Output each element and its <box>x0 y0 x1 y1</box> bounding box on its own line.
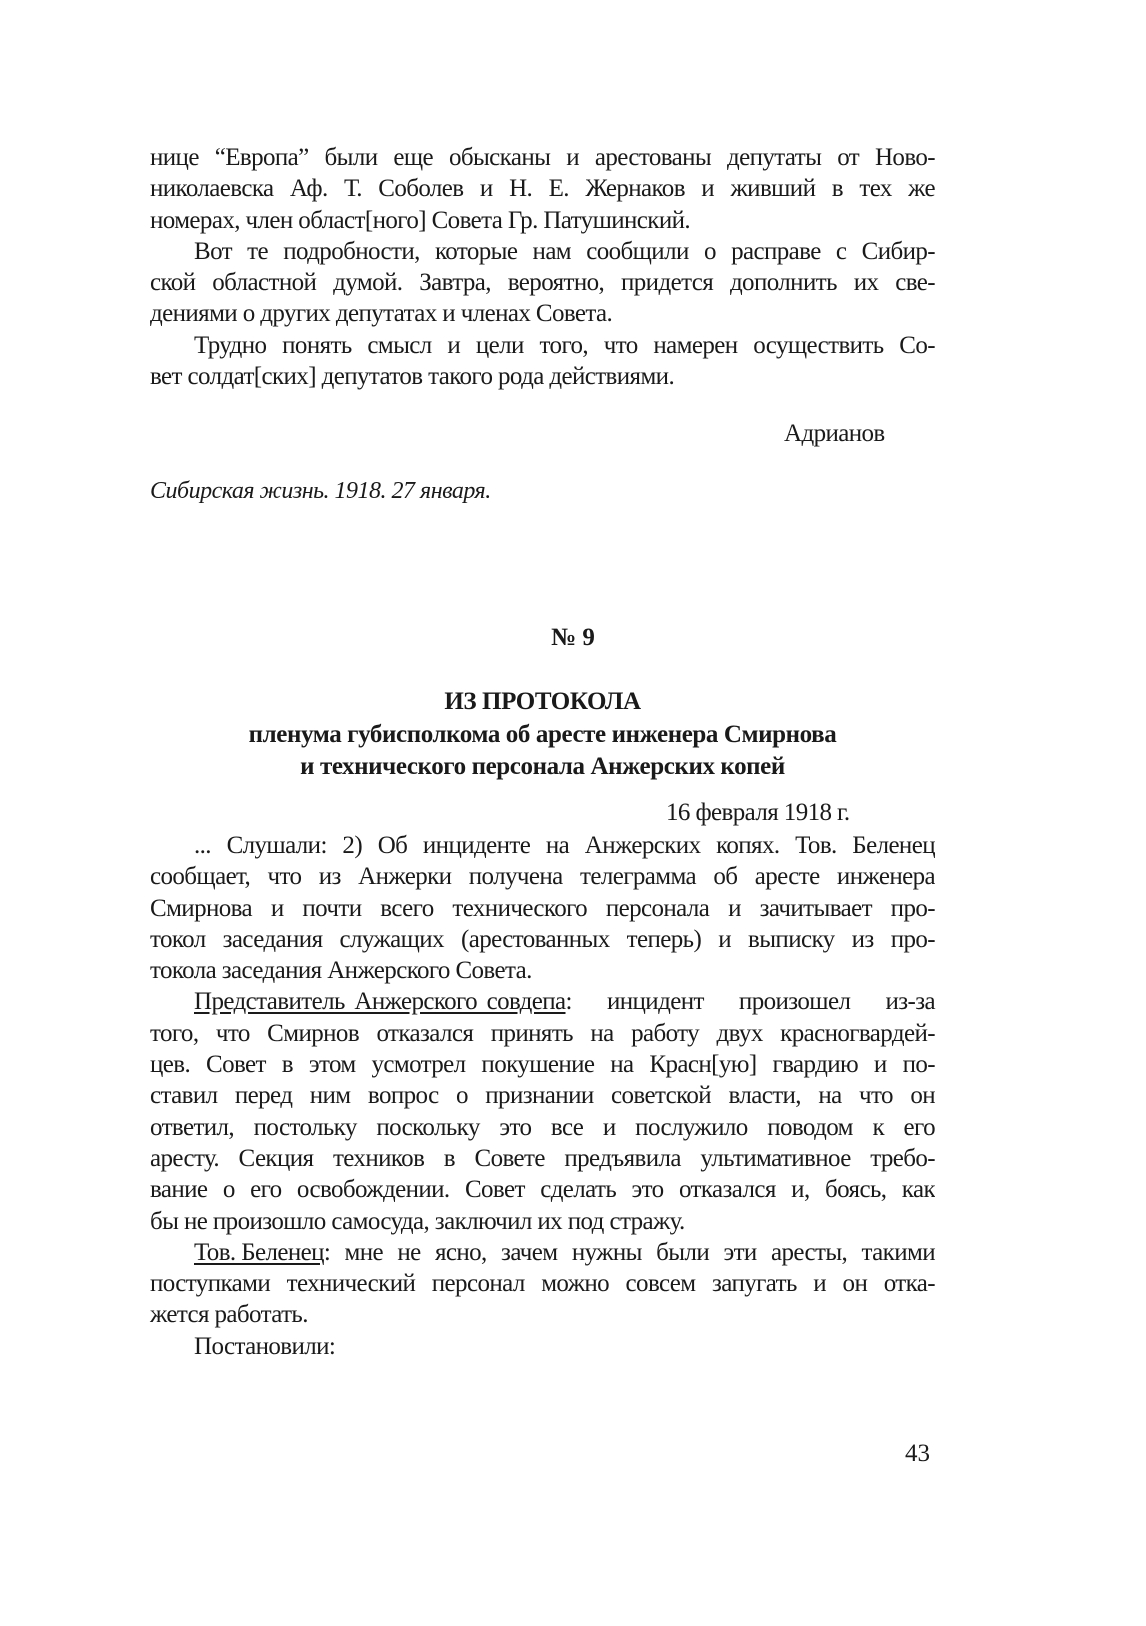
text-line: Смирнова и почти всего технического персонала и зачитывает про- <box>150 894 935 922</box>
document-title <box>150 686 935 784</box>
page-number: 43 <box>905 1440 930 1467</box>
speaker-label: Представитель Анжерского совдепа <box>194 988 566 1016</box>
text-line: ставил перед ним вопрос о признании советской власти, на что он <box>150 1082 935 1110</box>
text-line: ... Слушали: 2) Об инциденте на Анжерских копях. Тов. Беленец <box>194 832 935 859</box>
text-line: бы не произошло самосуда, заключил их под стражу. <box>150 1207 685 1235</box>
text-line: вание о его освобождении. Совет сделать это отказался и, боясь, как <box>150 1176 935 1204</box>
signature: Адрианов <box>784 420 885 447</box>
text-line: нице “Европа” были еще обысканы и арестованы депутаты от Ново- <box>150 144 935 171</box>
top-text <box>150 142 935 392</box>
text-line: того, что Смирнов отказался принять на работу двух красногвардей- <box>150 1019 935 1047</box>
text-line: цев. Совет в этом усмотрел покушение на Красн[ую] гвардию и по- <box>150 1051 935 1079</box>
document-date: 16 февраля 1918 г. <box>666 799 850 826</box>
text-line: ответил, постольку поскольку это все и послужило поводом к его <box>150 1113 935 1141</box>
text-line: токола заседания Анжерского Совета. <box>150 957 532 985</box>
text-line: номерах, член област[ного] Совета Гр. Патушинский. <box>150 206 691 234</box>
text-line <box>150 986 935 1017</box>
document-number: № 9 <box>551 624 595 651</box>
text-segment: : инцидент произошел из-за <box>565 988 935 1016</box>
text-line: поступками технический персонал можно совсем запугать и он отка- <box>150 1270 935 1298</box>
text-line: Вот те подробности, которые нам сообщили о расправе с Сибир- <box>194 237 935 265</box>
text-line: жется работать. <box>150 1301 308 1329</box>
text-line: Постановили: <box>194 1332 336 1360</box>
speaker-label: Тов. Беленец <box>194 1238 324 1266</box>
title-line: и технического персонала Анжерских копей <box>300 753 785 780</box>
text-line: сообщает, что из Анжерки получена телеграмма об аресте инженера <box>150 863 935 891</box>
body-text <box>150 830 935 1362</box>
text-line <box>150 1237 935 1268</box>
title-line: пленума губисполкома об аресте инженера Смирнова <box>248 720 837 748</box>
title-line: ИЗ ПРОТОКОЛА <box>444 688 641 715</box>
text-line: ской областной думой. Завтра, вероятно, придется дополнить их све- <box>150 269 935 297</box>
text-line: николаевска Аф. Т. Соболев и Н. Е. Жернаков и живший в тех же <box>150 175 935 203</box>
text-line: аресту. Секция техников в Совете предъявила ультимативное требо- <box>150 1144 935 1172</box>
text-line: дениями о других депутатах и членах Совета. <box>150 300 613 328</box>
text-segment: : мне не ясно, зачем нужны были эти аресты, такими <box>323 1238 935 1266</box>
source-citation: Сибирская жизнь. 1918. 27 января. <box>150 478 491 504</box>
text-line: Трудно понять смысл и цели того, что намерен осуществить Со- <box>194 331 935 359</box>
text-line: токол заседания служащих (арестованных теперь) и выписку из про- <box>150 925 935 953</box>
text-line: вет солдат[ских] депутатов такого рода действиями. <box>150 363 675 391</box>
